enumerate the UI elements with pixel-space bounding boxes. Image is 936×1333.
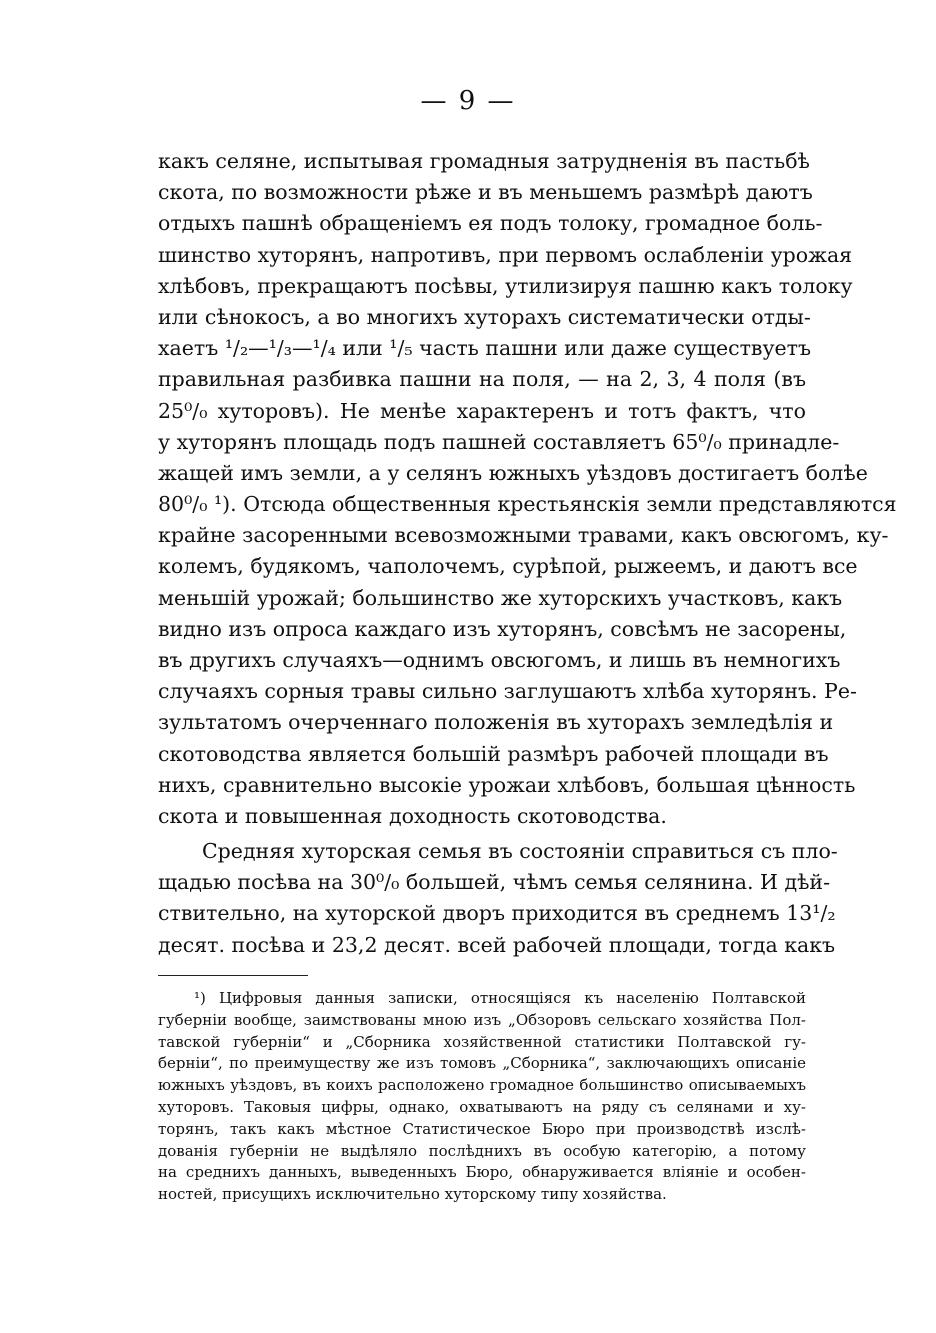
footnote-line: тавской губерніи“ и „Сборника хозяйственной статистики Полтавской гу- bbox=[158, 1032, 806, 1051]
footnote-line: на среднихъ данныхъ, выведенныхъ Бюро, обнаруживается вліяніе и особен- bbox=[158, 1163, 806, 1182]
text-line: жащей имъ земли, а у селянъ южныхъ уѣздовъ достигаетъ болѣе bbox=[158, 460, 868, 485]
footnote-line: южныхъ уѣздовъ, въ коихъ расположено громадное большинство описываемыхъ bbox=[158, 1076, 806, 1095]
text-line: хаетъ ¹/₂—¹/₃—¹/₄ или ¹/₅ часть пашни или даже существуетъ bbox=[158, 336, 812, 361]
text-line: видно изъ опроса каждаго изъ хуторянъ, совсѣмъ не засорены, bbox=[158, 616, 847, 641]
text-line: колемъ, будякомъ, чаполочемъ, сурѣпой, рыжеемъ, и даютъ все bbox=[158, 554, 858, 579]
text-line: шинство хуторянъ, напротивъ, при первомъ ослабленіи урожая bbox=[158, 242, 853, 267]
text-line: въ другихъ случаяхъ—однимъ овсюгомъ, и лишь въ немногихъ bbox=[158, 648, 841, 672]
footnote-line: хуторовъ. Таковыя цифры, однако, охватываютъ на ряду съ селянами и ху- bbox=[158, 1097, 806, 1116]
text-line: крайне засоренными всевозможными травами, какъ овсюгомъ, ку- bbox=[158, 523, 889, 548]
text-line: какъ селяне, испытывая громадныя затрудненія въ пастьбѣ bbox=[158, 149, 810, 173]
text-line: зультатомъ очерченнаго положенія въ хуторахъ земледѣлія и bbox=[158, 710, 834, 735]
footnote-line: дованія губерніи не выдѣляло послѣднихъ въ особую категорію, а потому bbox=[158, 1141, 806, 1160]
paragraph-1 bbox=[158, 146, 897, 832]
text-line: нихъ, сравнительно высокіе урожаи хлѣбовъ, большая цѣнность bbox=[158, 772, 856, 797]
text-line: хлѣбовъ, прекращаютъ посѣвы, утилизируя пашню какъ толоку bbox=[158, 273, 853, 298]
text-line: 80⁰/₀ ¹). Отсюда общественныя крестьянскія земли представляются bbox=[158, 492, 897, 517]
text-line: у хуторянъ площадь подъ пашней составляетъ 65⁰/₀ принадле- bbox=[158, 429, 840, 454]
text-line: или сѣнокосъ, а во многихъ хуторахъ систематически отды- bbox=[158, 304, 811, 329]
text-line: щадью посѣва на 30⁰/₀ большей, чѣмъ семья селянина. И дѣй- bbox=[158, 870, 831, 895]
text-line: Средняя хуторская семья въ состояніи справиться съ пло- bbox=[202, 839, 838, 863]
text-line: меньшій урожай; большинство же хуторскихъ участковъ, какъ bbox=[158, 585, 843, 610]
footnote bbox=[158, 988, 806, 1206]
footnote-line: берніи“, по преимуществу же изъ томовъ „Сборника“, заключающихъ описаніе bbox=[158, 1054, 806, 1073]
footnote-line: ¹) Цифровыя данныя записки, относящіяся къ населенію Полтавской bbox=[194, 989, 806, 1007]
text-line: отдыхъ пашнѣ обращеніемъ ея подъ толоку, громадное боль- bbox=[158, 211, 823, 236]
text-line: скота и повышенная доходность скотоводства. bbox=[158, 803, 667, 828]
paragraph-2 bbox=[158, 836, 838, 961]
text-line: десят. посѣва и 23,2 десят. всей рабочей площади, тогда какъ bbox=[158, 932, 836, 957]
page-number: — 9 — bbox=[420, 86, 516, 116]
text-line: скота, по возможности рѣже и въ меньшемъ размѣрѣ даютъ bbox=[158, 180, 813, 205]
footnote-divider bbox=[158, 975, 308, 976]
text-line: правильная разбивка пашни на поля, — на 2, 3, 4 поля (въ bbox=[158, 367, 806, 392]
text-line: ствительно, на хуторской дворъ приходится въ среднемъ 13¹/₂ bbox=[158, 901, 836, 926]
footnote-line: ностей, присущихъ исключительно хуторскому типу хозяйства. bbox=[158, 1185, 667, 1204]
text-line: случаяхъ сорныя травы сильно заглушаютъ хлѣба хуторянъ. Ре- bbox=[158, 679, 857, 704]
text-line: 25⁰/₀ хуторовъ). Не менѣе характеренъ и тотъ фактъ, что bbox=[158, 398, 806, 423]
footnote-line: губерніи вообще, заимствованы мною изъ „Обзоровъ сельскаго хозяйства Пол- bbox=[158, 1010, 806, 1029]
text-line: скотоводства является большій размѣръ рабочей площади въ bbox=[158, 741, 829, 766]
footnote-line: торянъ, такъ какъ мѣстное Статистическое Бюро при производствѣ изслѣ- bbox=[158, 1119, 806, 1138]
